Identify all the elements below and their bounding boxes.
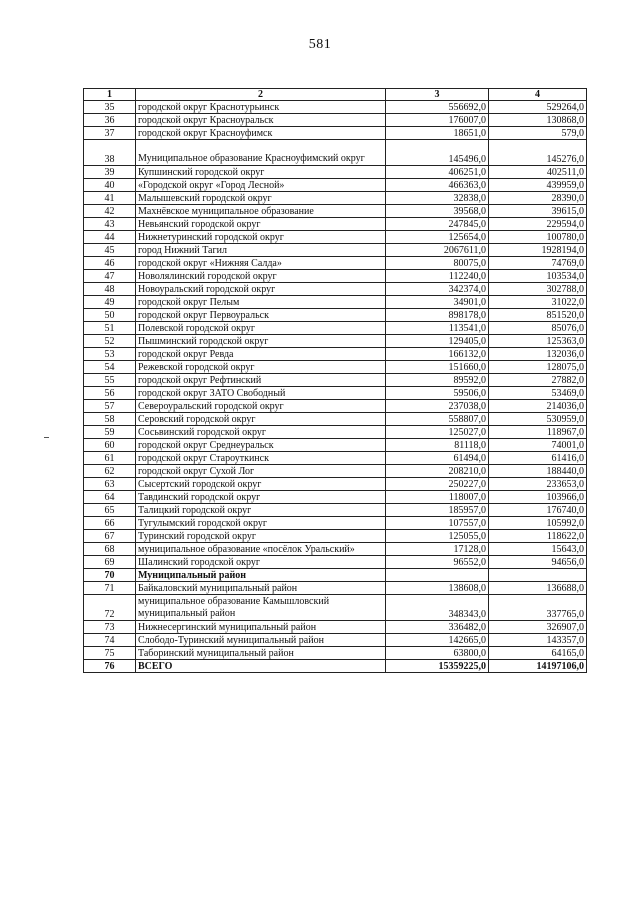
value-col4-cell: 28390,0 (489, 192, 587, 205)
table-row (84, 166, 587, 179)
row-name-cell: Тавдинский городской округ (136, 491, 386, 504)
value-col4-cell: 14197106,0 (489, 660, 587, 673)
value-col3-cell: 63800,0 (386, 647, 489, 660)
row-name-cell: Нижнетуринский городской округ (136, 231, 386, 244)
table-row (84, 530, 587, 543)
table-row (84, 582, 587, 595)
value-col3-cell: 342374,0 (386, 283, 489, 296)
value-col3-cell: 142665,0 (386, 634, 489, 647)
value-col4-cell: 85076,0 (489, 322, 587, 335)
value-col4-cell: 15643,0 (489, 543, 587, 556)
row-name-cell: город Нижний Тагил (136, 244, 386, 257)
row-number-cell: 54 (84, 361, 136, 374)
row-name-cell: муниципальное образование «посёлок Уральский» (136, 543, 386, 556)
column-header: 3 (386, 89, 489, 101)
value-col4-cell: 851520,0 (489, 309, 587, 322)
row-number-cell: 52 (84, 335, 136, 348)
table-row (84, 348, 587, 361)
row-name-cell: городской округ Краснотурьинск (136, 101, 386, 114)
row-name-cell: городской округ ЗАТО Свободный (136, 387, 386, 400)
table-row (84, 504, 587, 517)
value-col4-cell: 143357,0 (489, 634, 587, 647)
row-number-cell: 44 (84, 231, 136, 244)
row-number-cell: 46 (84, 257, 136, 270)
value-col3-cell: 129405,0 (386, 335, 489, 348)
value-col3-cell: 39568,0 (386, 205, 489, 218)
row-name-cell: Муниципальный район (136, 569, 386, 582)
table-row (84, 140, 587, 166)
table-row (84, 634, 587, 647)
value-col3-cell: 112240,0 (386, 270, 489, 283)
value-col3-cell: 185957,0 (386, 504, 489, 517)
row-name-cell: Байкаловский муниципальный район (136, 582, 386, 595)
column-header: 2 (136, 89, 386, 101)
row-number-cell: 38 (84, 140, 136, 166)
value-col3-cell: 336482,0 (386, 621, 489, 634)
table-row (84, 322, 587, 335)
table-row (84, 647, 587, 660)
row-name-cell: городской округ Среднеуральск (136, 439, 386, 452)
value-col4-cell: 402511,0 (489, 166, 587, 179)
row-number-cell: 71 (84, 582, 136, 595)
row-name-cell: Новолялинский городской округ (136, 270, 386, 283)
value-col3-cell: 2067611,0 (386, 244, 489, 257)
row-number-cell: 45 (84, 244, 136, 257)
row-number-cell: 64 (84, 491, 136, 504)
table-row (84, 244, 587, 257)
row-number-cell: 73 (84, 621, 136, 634)
row-number-cell: 48 (84, 283, 136, 296)
value-col3-cell: 145496,0 (386, 140, 489, 166)
budget-table (83, 88, 587, 673)
row-name-cell: Талицкий городской округ (136, 504, 386, 517)
value-col4-cell: 530959,0 (489, 413, 587, 426)
table-row (84, 478, 587, 491)
table-row (84, 101, 587, 114)
table-row (84, 465, 587, 478)
row-number-cell: 56 (84, 387, 136, 400)
row-name-cell: городской округ Рефтинский (136, 374, 386, 387)
value-col4-cell: 229594,0 (489, 218, 587, 231)
row-name-cell: городской округ Первоуральск (136, 309, 386, 322)
row-number-cell: 40 (84, 179, 136, 192)
row-name-cell: Сосьвинский городской округ (136, 426, 386, 439)
table-row (84, 335, 587, 348)
value-col4-cell: 53469,0 (489, 387, 587, 400)
table-row (84, 439, 587, 452)
row-name-cell: Шалинский городской округ (136, 556, 386, 569)
row-number-cell: 36 (84, 114, 136, 127)
row-name-cell: Тугулымский городской округ (136, 517, 386, 530)
table-row (84, 374, 587, 387)
table-row (84, 400, 587, 413)
row-name-cell: Пышминский городской округ (136, 335, 386, 348)
row-name-cell: Нижнесергинский муниципальный район (136, 621, 386, 634)
table-row (84, 270, 587, 283)
row-number-cell: 37 (84, 127, 136, 140)
value-col4-cell: 130868,0 (489, 114, 587, 127)
value-col4-cell: 103966,0 (489, 491, 587, 504)
row-number-cell: 74 (84, 634, 136, 647)
row-name-cell: городской округ «Нижняя Салда» (136, 257, 386, 270)
value-col3-cell: 125654,0 (386, 231, 489, 244)
value-col3-cell: 348343,0 (386, 595, 489, 621)
row-number-cell: 53 (84, 348, 136, 361)
row-name-cell: Серовский городской округ (136, 413, 386, 426)
value-col4-cell: 118622,0 (489, 530, 587, 543)
row-number-cell: 61 (84, 452, 136, 465)
table-row (84, 361, 587, 374)
row-name-cell: городской округ Ревда (136, 348, 386, 361)
value-col4-cell: 145276,0 (489, 140, 587, 166)
row-name-cell: Малышевский городской округ (136, 192, 386, 205)
value-col4-cell: 128075,0 (489, 361, 587, 374)
row-number-cell: 57 (84, 400, 136, 413)
value-col3-cell: 107557,0 (386, 517, 489, 530)
value-col3-cell: 176007,0 (386, 114, 489, 127)
row-number-cell: 49 (84, 296, 136, 309)
value-col3-cell: 61494,0 (386, 452, 489, 465)
table-row (84, 231, 587, 244)
table-row (84, 205, 587, 218)
value-col4-cell: 74769,0 (489, 257, 587, 270)
value-col4-cell: 326907,0 (489, 621, 587, 634)
value-col4-cell: 529264,0 (489, 101, 587, 114)
row-number-cell: 47 (84, 270, 136, 283)
row-number-cell: 39 (84, 166, 136, 179)
value-col3-cell: 406251,0 (386, 166, 489, 179)
row-number-cell: 62 (84, 465, 136, 478)
value-col3-cell: 151660,0 (386, 361, 489, 374)
table-row (84, 413, 587, 426)
table-row (84, 257, 587, 270)
row-name-cell: Невьянский городской округ (136, 218, 386, 231)
row-number-cell: 66 (84, 517, 136, 530)
row-number-cell: 63 (84, 478, 136, 491)
row-name-cell: Туринский городской округ (136, 530, 386, 543)
row-number-cell: 72 (84, 595, 136, 621)
column-header: 1 (84, 89, 136, 101)
row-name-cell: городской округ Сухой Лог (136, 465, 386, 478)
row-name-cell: Слободо-Туринский муниципальный район (136, 634, 386, 647)
row-number-cell: 51 (84, 322, 136, 335)
page-number: 581 (308, 37, 332, 52)
table-row (84, 660, 587, 673)
value-col4-cell: 176740,0 (489, 504, 587, 517)
value-col3-cell: 125027,0 (386, 426, 489, 439)
row-name-cell: ВСЕГО (136, 660, 386, 673)
value-col4-cell: 31022,0 (489, 296, 587, 309)
table-row (84, 426, 587, 439)
row-name-cell: Полевской городской округ (136, 322, 386, 335)
row-name-cell: Муниципальное образование Красноуфимский округ (136, 140, 386, 166)
value-col4-cell: 1928194,0 (489, 244, 587, 257)
row-name-cell: городской округ Староуткинск (136, 452, 386, 465)
row-name-cell: Таборинский муниципальный район (136, 647, 386, 660)
table-row (84, 179, 587, 192)
value-col4-cell: 61416,0 (489, 452, 587, 465)
table-row (84, 309, 587, 322)
row-number-cell: 58 (84, 413, 136, 426)
row-name-cell: Купшинский городской округ (136, 166, 386, 179)
value-col3-cell: 118007,0 (386, 491, 489, 504)
row-number-cell: 76 (84, 660, 136, 673)
row-number-cell: 42 (84, 205, 136, 218)
row-number-cell: 60 (84, 439, 136, 452)
row-number-cell: 65 (84, 504, 136, 517)
value-col4-cell: 105992,0 (489, 517, 587, 530)
value-col4-cell: 233653,0 (489, 478, 587, 491)
value-col3-cell: 113541,0 (386, 322, 489, 335)
value-col4-cell: 214036,0 (489, 400, 587, 413)
value-col3-cell: 125055,0 (386, 530, 489, 543)
row-name-cell: Новоуральский городской округ (136, 283, 386, 296)
table-row (84, 569, 587, 582)
table-row (84, 556, 587, 569)
value-col3-cell: 237038,0 (386, 400, 489, 413)
table-row (84, 452, 587, 465)
value-col3-cell: 898178,0 (386, 309, 489, 322)
table-header-row (84, 89, 587, 101)
row-name-cell: Махнёвское муниципальное образование (136, 205, 386, 218)
value-col3-cell: 247845,0 (386, 218, 489, 231)
value-col4-cell: 132036,0 (489, 348, 587, 361)
value-col3-cell: 138608,0 (386, 582, 489, 595)
value-col4-cell: 118967,0 (489, 426, 587, 439)
row-name-cell: городской округ Красноуральск (136, 114, 386, 127)
value-col4-cell: 64165,0 (489, 647, 587, 660)
table-row (84, 491, 587, 504)
row-number-cell: 55 (84, 374, 136, 387)
table-row (84, 296, 587, 309)
value-col4-cell: 103534,0 (489, 270, 587, 283)
row-number-cell: 35 (84, 101, 136, 114)
row-number-cell: 41 (84, 192, 136, 205)
table-row (84, 595, 587, 621)
value-col4-cell: 100780,0 (489, 231, 587, 244)
value-col3-cell: 166132,0 (386, 348, 489, 361)
row-number-cell: 69 (84, 556, 136, 569)
value-col3-cell: 15359225,0 (386, 660, 489, 673)
row-name-cell: Режевской городской округ (136, 361, 386, 374)
value-col3-cell: 208210,0 (386, 465, 489, 478)
row-name-cell: городской округ Пелым (136, 296, 386, 309)
row-name-cell: муниципальное образование Камышловский муниципальный район (136, 595, 386, 621)
value-col4-cell: 94656,0 (489, 556, 587, 569)
value-col4-cell: 39615,0 (489, 205, 587, 218)
value-col3-cell: 18651,0 (386, 127, 489, 140)
row-number-cell: 70 (84, 569, 136, 582)
value-col4-cell: 337765,0 (489, 595, 587, 621)
value-col4-cell: 302788,0 (489, 283, 587, 296)
value-col4-cell: 579,0 (489, 127, 587, 140)
table-row (84, 543, 587, 556)
table-body (84, 89, 587, 673)
value-col4-cell: 188440,0 (489, 465, 587, 478)
table-row (84, 218, 587, 231)
margin-mark (44, 437, 49, 438)
value-col3-cell: 556692,0 (386, 101, 489, 114)
value-col4-cell: 27882,0 (489, 374, 587, 387)
row-number-cell: 68 (84, 543, 136, 556)
table-row (84, 114, 587, 127)
value-col4-cell: 136688,0 (489, 582, 587, 595)
value-col4-cell (489, 569, 587, 582)
value-col3-cell: 558807,0 (386, 413, 489, 426)
row-number-cell: 75 (84, 647, 136, 660)
value-col3-cell: 466363,0 (386, 179, 489, 192)
table-row (84, 517, 587, 530)
table-row (84, 387, 587, 400)
row-name-cell: городской округ Красноуфимск (136, 127, 386, 140)
value-col3-cell: 80075,0 (386, 257, 489, 270)
table-row (84, 192, 587, 205)
value-col3-cell: 32838,0 (386, 192, 489, 205)
value-col4-cell: 125363,0 (489, 335, 587, 348)
value-col4-cell: 439959,0 (489, 179, 587, 192)
row-number-cell: 59 (84, 426, 136, 439)
table-row (84, 283, 587, 296)
value-col3-cell: 96552,0 (386, 556, 489, 569)
row-name-cell: Североуральский городской округ (136, 400, 386, 413)
table-row (84, 127, 587, 140)
value-col3-cell (386, 569, 489, 582)
row-name-cell: Сысертский городской округ (136, 478, 386, 491)
row-number-cell: 50 (84, 309, 136, 322)
row-number-cell: 67 (84, 530, 136, 543)
row-number-cell: 43 (84, 218, 136, 231)
value-col3-cell: 17128,0 (386, 543, 489, 556)
column-header: 4 (489, 89, 587, 101)
value-col3-cell: 81118,0 (386, 439, 489, 452)
value-col3-cell: 250227,0 (386, 478, 489, 491)
value-col4-cell: 74001,0 (489, 439, 587, 452)
value-col3-cell: 59506,0 (386, 387, 489, 400)
value-col3-cell: 89592,0 (386, 374, 489, 387)
table-row (84, 621, 587, 634)
value-col3-cell: 34901,0 (386, 296, 489, 309)
row-name-cell: «Городской округ «Город Лесной» (136, 179, 386, 192)
